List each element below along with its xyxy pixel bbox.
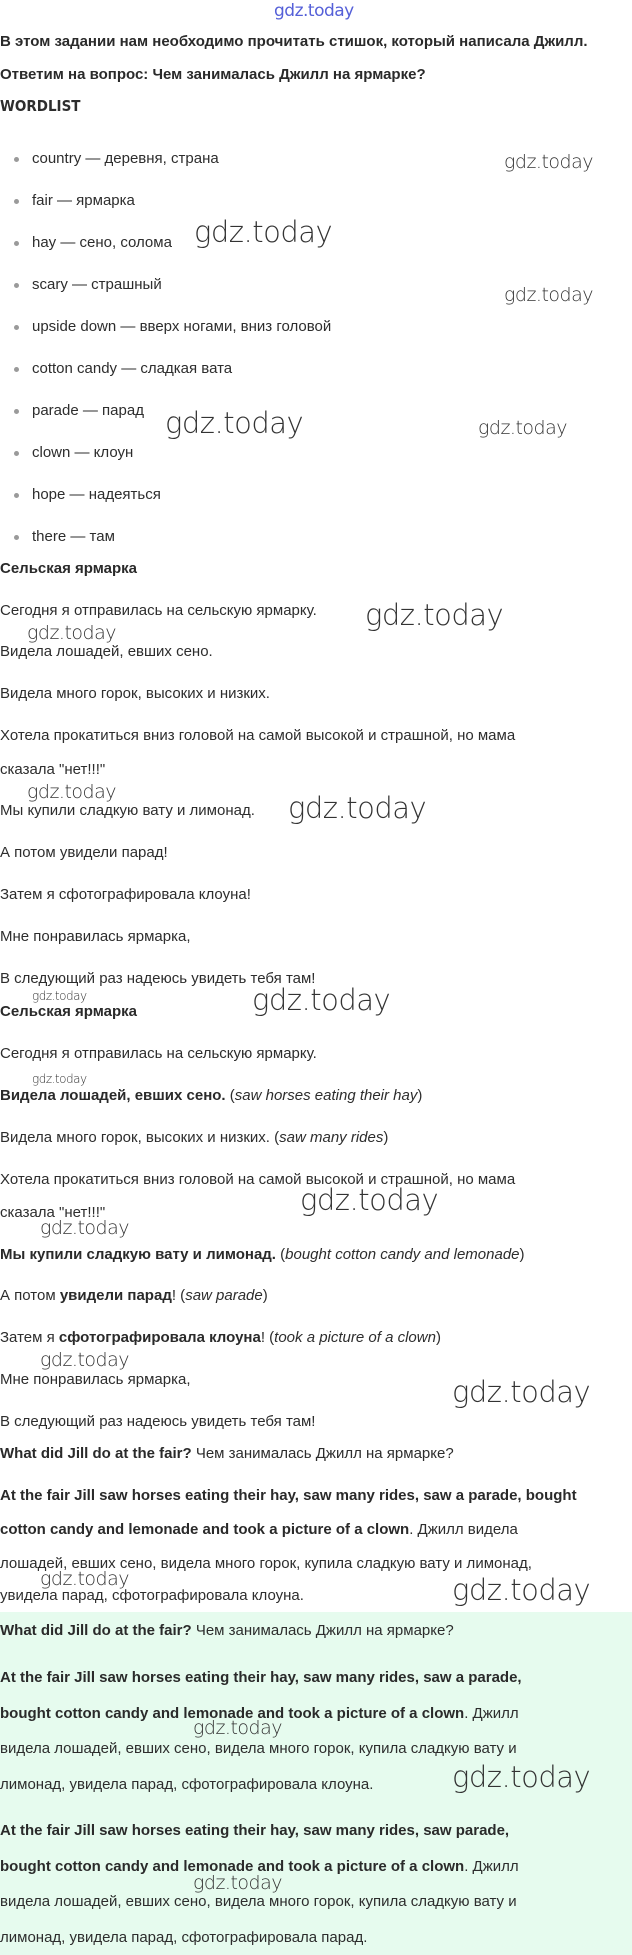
poem-line: Видела много горок, высоких и низких. [0,685,270,702]
wordlist-item: fair — ярмарка [32,192,135,209]
answer-en: cotton candy and lemonade and took a picture of a clown [0,1521,410,1538]
answer-line: видела лошадей, евших сено, видела много горок, купила сладкую вату и [0,1893,517,1910]
poem-line: Мы купили сладкую вату и лимонад. [0,802,255,819]
watermark: gdz.today [504,151,593,173]
watermark: gdz.today [288,791,427,825]
question-line [0,1444,632,1464]
bullet-icon [14,199,19,204]
poem-line-annotated: Мы купили сладкую вату и лимонад. (bought cotton candy and lemonade) [0,1246,525,1263]
question-en: What did Jill do at the fair? [0,1445,192,1462]
poem-ru-bold: увидели парад [59,1287,172,1304]
watermark: gdz.today [365,598,504,632]
watermark: gdz.today [27,622,116,644]
question-ru: Чем занималась Джилл на ярмарке? [191,1445,454,1462]
watermark: gdz.today [40,1217,129,1239]
intro-line-1: В этом задании нам необходимо прочитать стишок, который написала Джилл. [0,33,588,50]
answer-line: лимонад, увидела парад, сфотографировала парад. [0,1929,368,1946]
answer-line: лошадей, евших сено, видела много горок, купила сладкую вату и лимонад, [0,1555,532,1572]
wordlist-item: hay — сено, солома [32,234,172,251]
answer-ru: . Джилл видела [409,1521,518,1538]
wordlist-item: hope — надеяться [32,486,161,503]
poem-ru-bold: Мы купили сладкую вату и лимонад. [0,1246,276,1263]
wordlist-item: there — там [32,528,115,545]
watermark: gdz.today [32,1072,87,1086]
poem-line: В следующий раз надеюсь увидеть тебя там! [0,970,316,987]
bullet-icon [14,367,19,372]
answer-ru: . Джилл [464,1705,519,1722]
answer-ru: . Джилл [464,1858,519,1875]
bullet-icon [14,241,19,246]
watermark: gdz.today [194,215,333,249]
wordlist-title: WORDLIST [0,97,81,115]
watermark: gdz.today [40,1568,129,1590]
answer-en: bought cotton candy and lemonade and took a picture of a clown [0,1858,465,1875]
watermark: gdz.today [32,989,87,1003]
poem-ru-plain: Видела много горок, высоких и низких. ( [0,1129,280,1146]
answer-line: At the fair Jill saw horses eating their hay, saw many rides, saw a parade, bought [0,1487,577,1504]
watermark: gdz.today [452,1573,591,1607]
watermark: gdz.today [193,1872,282,1894]
wordlist-item: country — деревня, страна [32,150,219,167]
bullet-icon [14,409,19,414]
poem-line: Сегодня я отправилась на сельскую ярмарку. [0,602,317,619]
watermark: gdz.today [452,1375,591,1409]
wordlist-item: cotton candy — сладкая вата [32,360,233,377]
poem-line: Мне понравилась ярмарка, [0,1371,191,1388]
bullet-icon [14,325,19,330]
poem-line: А потом увидели парад! [0,844,168,861]
bullet-icon [14,283,19,288]
question-line [0,1621,632,1641]
answer-line: лимонад, увидела парад, сфотографировала клоуна. [0,1776,374,1793]
poem-line: Видела лошадей, евших сено. [0,643,213,660]
poem-line: В следующий раз надеюсь увидеть тебя там! [0,1413,316,1430]
poem-line-annotated: Видела много горок, высоких и низких. (saw many rides) [0,1129,389,1146]
watermark: gdz.today [193,1717,282,1739]
poem-line: Затем я сфотографировала клоуна! [0,886,251,903]
poem-line-annotated: Видела лошадей, евших сено. (saw horses eating their hay) [0,1087,423,1104]
poem-title: Сельская ярмарка [0,1003,138,1020]
poem-line: Мне понравилась ярмарка, [0,928,191,945]
poem-line: сказала "нет!!!" [0,1204,106,1221]
answer-line [0,1857,632,1877]
poem-line: Сегодня я отправилась на сельскую ярмарку. [0,1045,317,1062]
poem-ru-plain: А потом [0,1287,60,1304]
question-en: What did Jill do at the fair? [0,1622,192,1639]
poem-line: Хотела прокатиться вниз головой на самой высокой и страшной, но мама [0,727,516,744]
answer-line: увидела парад, сфотографировала клоуна. [0,1587,304,1604]
poem-en-translation: took a picture of a clown [274,1329,436,1346]
poem-line-annotated: А потом увидели парад! (saw parade) [0,1287,268,1304]
poem-en-translation: saw many rides [279,1129,384,1146]
poem-line: сказала "нет!!!" [0,761,106,778]
answer-en: bought cotton candy and lemonade and took a picture of a clown [0,1705,465,1722]
poem-line-annotated: Затем я сфотографировала клоуна! (took a picture of a clown) [0,1329,441,1346]
watermark: gdz.today [27,781,116,803]
poem-en-translation: bought cotton candy and lemonade [285,1246,520,1263]
answer-line: At the fair Jill saw horses eating their hay, saw many rides, saw a parade, [0,1669,522,1686]
watermark: gdz.today [478,417,567,439]
watermark: gdz.today [300,1183,439,1217]
site-logo[interactable]: gdz.today [274,1,354,21]
answer-line [0,1704,632,1724]
poem-en-translation: saw parade [185,1287,263,1304]
answer-line [0,1520,632,1540]
bullet-icon [14,535,19,540]
bullet-icon [14,157,19,162]
wordlist-item: parade — парад [32,402,144,419]
poem-line: Хотела прокатиться вниз головой на самой высокой и страшной, но мама [0,1171,516,1188]
watermark: gdz.today [165,406,304,440]
wordlist-item: scary — страшный [32,276,162,293]
question-ru: Чем занималась Джилл на ярмарке? [191,1622,454,1639]
watermark: gdz.today [252,983,391,1017]
poem-title: Сельская ярмарка [0,560,138,577]
watermark: gdz.today [452,1760,591,1794]
watermark: gdz.today [40,1349,129,1371]
poem-ru-bold: Видела лошадей, евших сено. [0,1087,226,1104]
bullet-icon [14,493,19,498]
wordlist-item: upside down — вверх ногами, вниз головой [32,318,332,335]
poem-ru-plain: Затем я [0,1329,59,1346]
poem-en-translation: saw horses eating their hay [234,1087,418,1104]
poem-ru-bold: сфотографировала клоуна [58,1329,261,1346]
bullet-icon [14,451,19,456]
wordlist-item: clown — клоун [32,444,134,461]
watermark: gdz.today [504,284,593,306]
answer-line: видела лошадей, евших сено, видела много горок, купила сладкую вату и [0,1740,517,1757]
answer-line: At the fair Jill saw horses eating their hay, saw many rides, saw parade, [0,1822,510,1839]
intro-line-2: Ответим на вопрос: Чем занималась Джилл на ярмарке? [0,66,426,83]
